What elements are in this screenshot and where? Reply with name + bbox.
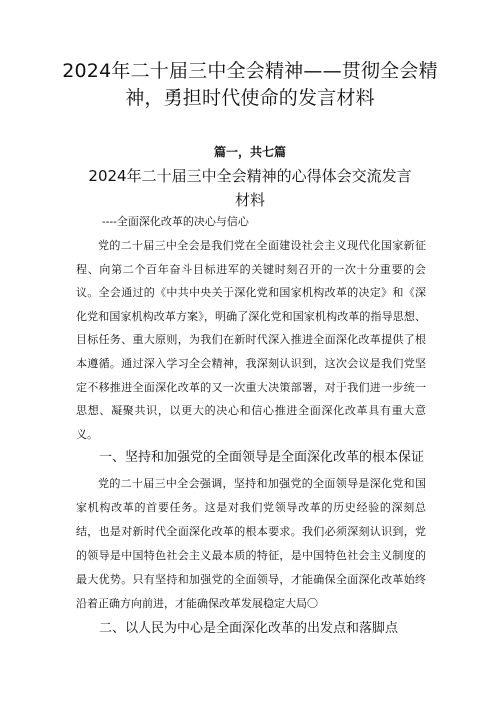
section-heading: 一、坚持和加强党的全面领导是全面深化改革的根本保证 [99,450,425,465]
article-title: 2024年二十届三中全会精神的心得体会交流发言材料 [88,167,412,209]
document-title: 2024年二十届三中全会精神——贯彻全会精神，勇担时代使命的发言材料 [62,60,438,109]
body-paragraph: 党的二十届三中全会强调，坚持和加强党的全面领导是深化党和国家机构改革的首要任务。这是对我们党领导改革的历史经验的深刻总结，也是对新时代全面深化改革的根本要求。我们必须深刻认识到，党的领导是中国特色社会主义最本质的特征，是中国特色社会主义制度的最大优势。只有坚持和加强党的全面领导，才能确保全面深化改革始终沿着正确方向前进，才能确保改革发展稳定大局〇 [76,477,426,610]
article-subtitle: ----全面深化改革的决心与信心 [102,215,249,228]
body-paragraph: 党的二十届三中全会是我们党在全面建设社会主义现代化国家新征程、向第二个百年奋斗目标进军的关键时刻召开的一次十分重要的会议。全会通过的《中共中央关于深化党和国家机构改革的决定》和《深化党和国家机构改革方案》，明确了深化党和国家机构改革的指导思想、目标任务、重大原则，为我们在新时代深入推进全面深化改革提供了根本遵循。通过深入学习全会精神，我深刻认识到，这次会议是我们党坚定不移推进全面深化改革的又一次重大决策部署，对于我们进一步统一思想、凝聚共识，以更大的决心和信心推进全面深化改革具有重大意义。 [76,239,426,441]
section-label: 篇一，共七篇 [213,145,286,159]
section-heading: 二、以人民为中心是全面深化改革的出发点和落脚点 [99,621,399,636]
